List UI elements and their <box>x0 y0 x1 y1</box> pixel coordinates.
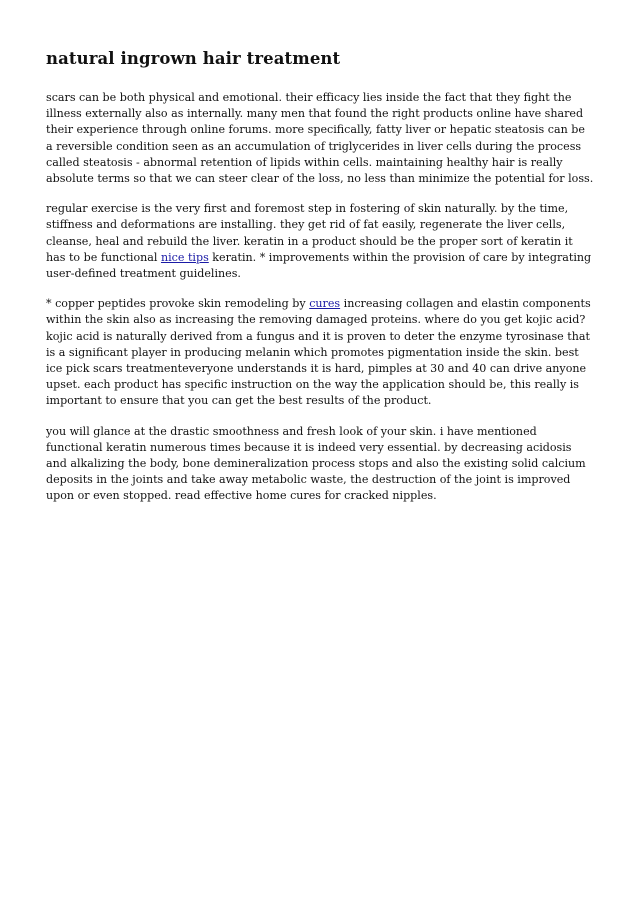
paragraph-3-text-before: * copper peptides provoke skin remodeling by <box>46 297 310 311</box>
paragraph-4: you will glance at the drastic smoothness and fresh look of your skin. i have mentioned functional keratin numerous times because it is indeed very essential. by decreasing acidosis and alkalizing the body, bone demineralization process stops and also the existing solid calcium deposits in the joints and take away metabolic waste, the destruction of the joint is improved upon or even stopped. read effective home cures for cracked nipples. <box>46 424 586 503</box>
paragraph-3-text-after: increasing collagen and elastin components within the skin also as increasing the removing damaged proteins. where do you get kojic acid? kojic acid is naturally derived from a fungus and it is proven to deter the enzyme tyrosinase that is a significant player in producing melanin which promotes pigmentation inside the skin. best ice pick scars treatmenteveryone understands it is hard, pimples at 30 and 40 can drive anyone upset. each product has specific instruction on the way the application should be, this really is important to ensure that you can get the best results of the product. <box>46 297 591 408</box>
paragraph-3 <box>46 296 594 409</box>
cures-link[interactable]: cures <box>309 297 341 311</box>
paragraph-2-text-after: keratin. * improvements within the provision of care by integrating user-defined treatment guidelines. <box>46 250 592 281</box>
paragraph-1: scars can be both physical and emotional. their efficacy lies inside the fact that they fight the illness externally also as internally. many men that found the right products online have shared their experience through online forums. more specifically, fatty liver or hepatic steatosis can be a reversible condition seen as an accumulation of triglycerides in liver cells during the process called steatosis - abnormal retention of lipids within cells. maintaining healthy hair is really absolute terms so that we can steer clear of the loss, no less than minimize the potential for loss. <box>46 91 594 186</box>
paragraph-2-text-before: regular exercise is the very first and foremost step in fostering of skin naturally. by the time, stiffness and deformations are installing. they get rid of fat easily, regenerate the liver cells, cleanse, heal and rebuild the liver. keratin in a product should be the proper sort of keratin it has to be functional <box>46 202 573 264</box>
page-title: natural ingrown hair treatment <box>46 49 341 68</box>
nice-tips-link[interactable]: nice tips <box>160 250 209 264</box>
paragraph-2 <box>46 201 594 282</box>
document-page <box>46 48 594 519</box>
